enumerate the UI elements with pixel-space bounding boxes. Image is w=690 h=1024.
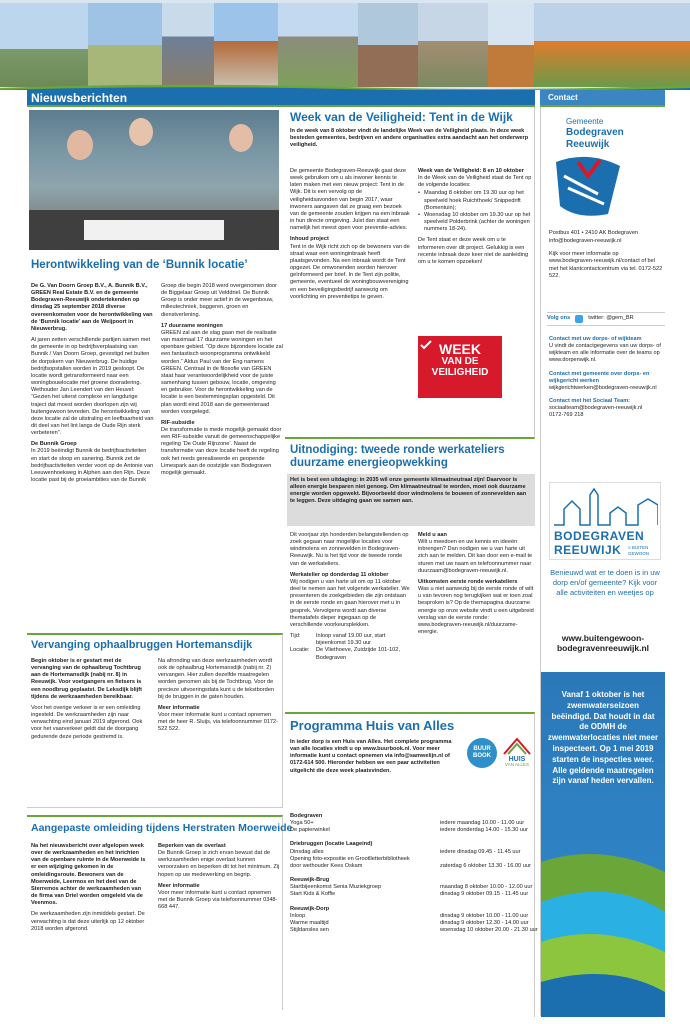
huis-activity-name: door wethouder Kees Oskam [290, 862, 363, 869]
article-bunnik-title: Herontwikkeling van de ‘Bunnik locatie’ [31, 259, 248, 271]
signing-photo [29, 110, 279, 250]
gemeente-logo [548, 110, 663, 225]
header-photo-7 [418, 3, 488, 87]
section-title-contact: Contact [548, 93, 578, 102]
article-energie-p1: Dit voorjaar zijn honderden belangstellenden op zoek gegaan naar mogelijke locaties voor windmolens en zonnevelden in Bodegraven-Reeuwijk. Nu is het tijd voor de tweede ronde van de werkateliers. [290, 532, 409, 567]
article-bunnik-p2: In 2019 beëindigt Bunnik de bedrijfsactiviteiten en start de sloop en sanering. Bunnik zet de bedrijfsactiviteiten verder voort op de Antonie van Leeuwenhoekweg in Alphen aan den Rijn. Deze locatie past bij de groeiambities van de Bunnik [31, 448, 154, 484]
week-logo-line2: VAN DE [441, 356, 479, 367]
buurbook-logo-text: BUUR BOOK [473, 746, 491, 759]
article-energie-col1 [290, 532, 410, 662]
header-photo-2 [88, 3, 162, 87]
gemeente-logo-name2: Reeuwijk [566, 139, 610, 150]
skyline-icon [554, 487, 658, 527]
article-energie-h4: Uitkomsten eerste ronde werkateliers [418, 578, 518, 585]
section-bar-news [27, 90, 535, 106]
article-veiligheid-h2: Inhoud project [290, 236, 329, 243]
contact-p3b: 0172-769 218 [549, 412, 584, 419]
article-energie-p4: Was u niet aanwezig bij de eerste ronde of wilt u van tevoren nog terugkijken wat er toen zoal besproken is? Op de themapagina duurzame energie op onze website vindt u een uitgebreid verslag van de eerste ronde: www.bodegraven-reeuwijk.nl/duurzame-energie. [418, 586, 534, 636]
article-energie-locatie [290, 647, 410, 661]
article-energie-col2 [418, 532, 534, 640]
article-bunnik-p1: Al jaren zetten verschillende partijen samen met de gemeente in op bedrijfsverplaatsing van Bunnik / Van Doorn Groep, gevestigd net buiten de dorpskern van Nieuwerbrug. De huidige bedrijfsopstallen worden in 2019 gesloopt. De locatie wordt getransformeerd naar een woningbouwlocatie met groene dooradering. Wethouder Jan Leendert van den Heuvel: “Gezien het uiterst complexe en langdurige traject dat moest worden doorlopen zijn wij buitengewoon tevreden. De herontwikkeling van deze locatie zal de uitstraling en leefbaarheid van dit deel van het lint langs de Oude Rijn sterk verbeteren”. [31, 337, 154, 437]
article-moerweide-col2 [158, 843, 280, 915]
article-veiligheid-list [418, 190, 534, 233]
article-bruggen-lead: Begin oktober is er gestart met de vervanging van de ophaalbrug Tochtbrug aan de Hortemansdijk (nabij nr. 8) in Reeuwijk. Voor voetgangers en fietsers is een noodbrug geplaatst. De Leksdijk blijft tijdens de werkzaamheden bereikbaar. [31, 658, 142, 700]
huis-activity-name: Startbijeenkomst Senia Muziekgroep [290, 884, 382, 891]
buitengewoon-site[interactable]: www.buitengewoon-bodegravenreeuwijk.nl [556, 633, 650, 654]
article-bunnik [31, 258, 281, 278]
huis-group-spacer [290, 834, 530, 838]
gemeente-logo-top: Gemeente [566, 117, 604, 126]
gemeente-logo-name1: Bodegraven [566, 127, 624, 138]
article-bruggen-p1: Voor het overige verkeer is er een omleiding ingesteld. De werkzaamheden zijn naar verwachting eind januari 2019 afgerond. Ook voor het vaarverkeer geldt dat de doorgang gedurende deze periode gestremd is. [31, 704, 143, 740]
article-veiligheid-col1 [290, 168, 410, 305]
huis-group-spacer [290, 899, 530, 903]
article-veiligheid-p4: De Tent staat er deze week om u te informeren over dit project. Gelukkig is een recente inbraak deze keer niet de aanleiding om u te komen opzoeken! [418, 237, 529, 265]
huis-activity-name: Dinsdag alles [290, 848, 324, 855]
huis-activity-name: Stijldansles sen [290, 927, 329, 934]
twitter-handle[interactable]: twitter: @gem_BR [588, 315, 634, 322]
contact-h1: Contact met uw dorps- of wijkteam [549, 336, 642, 342]
huis-group-title: Bodegraven [290, 813, 323, 819]
huis-group-title: Reeuwijk-Brug [290, 877, 330, 884]
contact-p1: U vindt de contactgegevens van uw dorps- of wijkteam en alle informatie over de teams op www.dorpenwijk.nl. [549, 343, 661, 364]
huis-activity-name: Warme maaltijd [290, 919, 329, 926]
huis-activity-name: Inloop [290, 912, 306, 919]
header-photo-8 [488, 3, 534, 87]
huis-activities [290, 810, 538, 938]
article-huis-title: Programma Huis van Alles [290, 718, 455, 733]
article-energie-locatie-value: De Vliethoeve, Zuidzijde 101-102, Bodegraven [316, 647, 400, 661]
huis-activity-time: dinsdag 9 oktober 09.15 - 11.45 uur [440, 891, 529, 898]
benieuwd-text: Benieuwd wat er te doen is in uw dorp en/of gemeente? Kijk voor alle activiteiten en weetjes op [550, 568, 660, 597]
article-bunnik-col2 [161, 283, 283, 481]
huis-activity-time: dinsdag 9 oktober 12.30 - 14.00 uur [440, 919, 529, 926]
contact-p2[interactable]: wijkgerichtwerken@bodegraven-reeuwijk.nl [549, 384, 657, 391]
article-bunnik-p3: Groep die begin 2018 werd overgenomen door de Biggelaar Groep uit Velddriel. De Bunnik Groep is onder meer actief in de wegenbouw, milieutechniek, baggeren, groen en dienstverlening. [161, 283, 277, 318]
article-moerweide-p1: De werkzaamheden zijn inmiddels gestart. De verwachting is dat deze uiterlijk op 12 oktober 2018 worden afgerond. [31, 911, 145, 932]
buitengewoon-line3: ≡ BUITEN GEWOON [628, 545, 649, 556]
twitter-icon[interactable] [575, 315, 583, 323]
article-bruggen-p3: Voor meer informatie kunt u contact opnemen met de heer R. Sluijs, via telefoonnummer 0172-522 522. [158, 712, 279, 733]
huis-group-title: Reeuwijk-Dorp [290, 905, 330, 912]
article-moerweide-title: Aangepaste omleiding tijdens Herstraten Moerweide [31, 822, 293, 834]
huis-activity-row [290, 820, 530, 827]
huis-group-title: Driebruggen (locatie Laageind) [290, 841, 373, 848]
contact-h2: Contact met gemeente over dorps- en wijkgericht werken [549, 370, 650, 384]
zwem-panel-waves [541, 842, 665, 1017]
article-bruggen-h2: Meer informatie [158, 704, 200, 711]
zwem-text: Vanaf 1 oktober is het zwemwaterseizoen beëindigd. Dat houdt in dat de ODMH de zwemwaterlocaties niet meer inspecteert. Op 1 mei 2019 starten de inspecties weer. Alle geldende maatregelen zijn vanaf heden vervallen. [547, 690, 659, 786]
contact-addr: Postbus 401 • 2410 AK Bodegraven [549, 230, 639, 236]
huis-activity-row [290, 863, 530, 870]
contact-h3: Contact met het Sociaal Team: [549, 398, 631, 405]
contact-address [549, 230, 664, 284]
article-energie-tijd-label: Tijd: [290, 633, 301, 640]
contact-p3[interactable]: sociaalteam@bodegraven-reeuwijk.nl [549, 405, 643, 412]
article-veiligheid-title: Week van de Veiligheid: Tent in de Wijk [290, 110, 513, 124]
article-energie-lead: Het is best een uitdaging: in 2035 wil onze gemeente klimaatneutraal zijn! Daarvoor is alleen energie besparen niet genoeg. Om klimaatneutraal te worden, moet ook duurzame energie worden opgewekt. Bijvoorbeeld door windmolens te bouwen of zonnevelden aan te leggen. Deze uitdaging gaan we samen aan. [290, 477, 527, 505]
article-bruggen-col1 [31, 658, 149, 745]
week-logo-line3: VEILIGHEID [431, 367, 489, 378]
huis-activity-row [290, 920, 530, 927]
article-veiligheid-li1: • Maandag 8 oktober om 19.30 uur op het speelveld hoek Ruichthoek/ Snippedrift (Bomentuin); [418, 190, 534, 211]
week-veiligheid-logo [418, 336, 502, 398]
article-moerweide-col1 [31, 843, 149, 937]
buitengewoon-line2: REEUWIJK [554, 543, 622, 557]
huis-activity-time: iedere donderdag 14.00 - 15.30 uur [440, 827, 529, 834]
huis-activity-row [290, 827, 530, 834]
huis-activity-time: woensdag 10 oktober 20.00 - 21.30 uur [440, 927, 538, 934]
article-huis-lead: In ieder dorp is een Huis van Alles. Het complete programma van alle locaties vindt u op www.buurbook.nl. Voor meer informatie kunt u contact opnemen via info@samwelijn.nl of 0172-614 500. Hieronder hebben we een paar activiteiten uitgelicht die deze week plaatsvinden. [290, 739, 452, 774]
huis-activity-time: iedere maandag 10.00 - 11.00 uur [440, 820, 525, 827]
article-moerweide-p2: De Bunnik Groep is zich ervan bewust dat de werkzaamheden enige overlast kunnen veroorzaken en beperken dit tot het minimum. Zij hopen op uw medewerking en begrip. [158, 850, 280, 878]
header-photo-4 [214, 3, 278, 87]
buurbook-logo [467, 738, 497, 768]
vanalles-logo-text: VAN ALLES [505, 762, 529, 767]
contact-kijk: Kijk voor meer informatie op www.bodegraven-reeuwijk.nl/contact of bel met het klantcontactcentrum via tel. 0172-522 522. [549, 251, 663, 279]
article-veiligheid-p3: In de Week van de Veiligheid staat de Tent op de volgende locaties: [418, 175, 532, 189]
article-veiligheid-h3: Week van de Veiligheid: 8 en 10 oktober [418, 168, 524, 174]
huis-group-spacer [290, 934, 530, 938]
article-energie-tijd [290, 633, 410, 647]
huis-activity-time: iedere dinsdag 09.45 - 11.45 uur [440, 848, 521, 855]
article-bunnik-lead: De G. Van Doorn Groep B.V., A. Bunnik B.V., GREEN Real Estate B.V. en de gemeente Bodegraven-Reeuwijk ondertekenden op dinsdag 25 september 2018 diverse overeenkomsten voor de herontwikkeling van de ‘Bunnik locatie’ aan de Weijpoort in Nieuwerbrug. [31, 283, 153, 332]
article-bunnik-h4: RIF-subsidie [161, 419, 195, 426]
huis-activity-time: maandag 8 oktober 10.00 - 12.00 uur [440, 884, 533, 891]
huis-activity-name: Opening foto-expositie en Grootlletterbibliotheek [290, 855, 410, 862]
contact-teams [549, 336, 664, 424]
article-bunnik-col1 [31, 283, 154, 488]
huis-activity-row [290, 856, 530, 863]
huis-van-alles-logo [502, 736, 532, 770]
house-icon [502, 736, 532, 756]
article-moerweide-h3: Meer informatie [158, 882, 200, 889]
gemeente-logo-mark [548, 154, 628, 220]
article-veiligheid-p2: Tent in de Wijk richt zich op de bewoners van de straat waar een woninginbraak heeft plaatsgevonden. Na een inbraak wordt de Tent opgezet. De omwonenden worden hierover geïnformeerd per brief. In de Tent zijn politie, gemeente, eventueel de woningbouwvereniging en een beveiligingsbedrijf aanwezig om voorlichting en preventietips te geven. [290, 243, 410, 300]
header-wave [0, 82, 690, 90]
article-veiligheid-lead: In de week van 8 oktober vindt de landelijke Week van de Veiligheid plaats. In deze week besteden gemeentes, bedrijven en andere organisaties extra aandacht aan het onderwerp veiligheid. [290, 128, 529, 149]
huis-activity-row [290, 913, 530, 920]
buitengewoon-logo [549, 482, 661, 560]
article-moerweide-h2: Beperken van de overlast [158, 843, 226, 849]
header-photo-strip [0, 0, 690, 90]
header-photo-1 [0, 3, 88, 87]
article-moerweide-lead: Na het nieuwsbericht over afgelopen week over de werkzaamheden en het inrichten van de openbare ruimte in de Moerweide is er een wijziging gekomen in de omleidingsroute. Bewoners van de Moerweide, Leermos en het deel van de Sterremos achter de werkzaamheden van de firma van Driel worden omgeleid via de Veenmos. [31, 843, 146, 907]
article-bruggen-title: Vervanging ophaalbruggen Hortemansdijk [31, 639, 253, 651]
article-energie-p2: Wij nodigen u van harte uit om op 11 oktober deel te nemen aan het volgende werkatelier. We presenteren de zoekgebieden die zijn ontstaan in de eerste ronde en gaan hierover met u in gesprek. Vervolgens wordt aan diverse thematafels dieper ingegaan op de verschillende voorkeursplekken. [290, 578, 410, 628]
week-logo-line1: WEEK [439, 341, 481, 357]
article-veiligheid-li2: • Woensdag 10 oktober om 19.30 uur op het speelveld Polderbrink (achter de woningen nummers 18-24). [418, 212, 534, 233]
huis-activity-row [290, 884, 533, 891]
zwem-panel [541, 672, 665, 1017]
huis-activity-name: Yoga 50+ [290, 820, 314, 827]
huis-activity-row [290, 927, 538, 934]
article-energie-p3: Wilt u meedoen en uw kennis en ideeën inbrengen? Dan nodigen we u van harte uit zich aan te melden. Dit kan door een e-mail te sturen met uw naam en telefoonnummer naar duurzaam@bodegraven-reeuwijk.nl. [418, 539, 533, 574]
huis-activity-row [290, 891, 530, 898]
article-bunnik-p5: De transformatie is mede mogelijk gemaakt door een RIF-subsidie vanuit de gemeenschappelijke regeling ‘De Oude Rijnzone’. Naast de transformatie van deze locatie heeft de regeling ook het reeds gerealiseerde en geopende Limespark aan de oostzijde van Bodegraven mogelijk gemaakt. [161, 426, 282, 476]
huis-group-spacer [290, 870, 530, 874]
huis-logo-text: HUIS [508, 756, 526, 763]
article-bunnik-p4: GREEN zal aan de slag gaan met de realisatie van maximaal 17 duurzame woningen en het openbare gebied. “Op deze bijzondere locatie zal een fantastisch woonprogramma ontwikkeld worden.” Aldus Paul van der Eng namens GREEN. Centraal in de filosofie van GREEN staat haar verantwoordelijkheid voor de juiste samenhang tussen gebouw, locatie, omgeving en gebruiker. Voor de herontwikkeling van de locatie is een bestemmingsplan opgesteld. Dit plan wordt eind 2018 aan de gemeenteraad worden voorgelegd. [161, 329, 283, 415]
article-energie-title: Uitnodiging: tweede ronde werkateliers duurzame energieopwekking [290, 444, 505, 470]
article-energie-locatie-label: Locatie: [290, 647, 310, 654]
header-photo-3 [162, 3, 214, 87]
header-photo-9 [534, 3, 690, 87]
section-title-news: Nieuwsberichten [31, 91, 128, 105]
article-energie-h3: Meld u aan [418, 532, 447, 538]
header-photo-6 [358, 3, 418, 87]
section-bar-contact [540, 90, 665, 106]
article-moerweide-p3: Voor meer informatie kunt u contact opnemen met de Bunnik Groep via telefoonnummer 0348-668 447. [158, 889, 278, 911]
article-energie-h2: Werkatelier op donderdag 11 oktober [290, 571, 389, 578]
article-energie-tijd-value: Inloop vanaf 19.00 uur, start bijeenkomst 19.30 uur [316, 633, 386, 647]
article-bunnik-h3: 17 duurzame woningen [161, 322, 223, 329]
article-veiligheid-col2 [418, 168, 534, 270]
huis-activity-time: dinsdag 9 oktober 10.00 - 11.00 uur [440, 912, 529, 919]
article-veiligheid-p1: De gemeente Bodegraven-Reeuwijk gaat deze week gebruiken om u als inwoner kennis te laten maken met een nieuw project: Tent in de Wijk. Dit is een vervolg op de veiligheidsavonden van begin 2017, waar inwoners aangaven dat ze graag een bezoek van de gemeente zouden krijgen na een inbraak in hun directe omgeving. Juist dan staat een namelijk het meest open voor preventie-advies. [290, 168, 410, 232]
buitengewoon-line1: BODEGRAVEN [554, 529, 645, 543]
article-bunnik-h2: De Bunnik Groep [31, 441, 77, 448]
huis-activity-row [290, 849, 530, 856]
contact-mail[interactable]: info@bodegraven-reeuwijk.nl [549, 238, 622, 245]
article-bruggen-col2 [158, 658, 280, 738]
huis-activity-name: Start Kids & Koffie [290, 891, 336, 898]
article-bruggen-p2: Na afronding van deze werkzaamheden wordt ook de ophaalbrug Hortemansdijk (nabij nr. 2) vervangen. Hier zullen dezelfde maatregelen worden genomen als bij de Tochtbrug. Voor de precieze uitvoeringsdata kunt u de tekstborden bij de bruggen in de gaten houden. [158, 658, 274, 700]
header-photo-5 [278, 3, 358, 87]
huis-activity-name: De papierwinkel [290, 827, 330, 834]
huis-activity-time: zaterdag 6 oktober 13.30 - 16.00 uur [440, 862, 531, 869]
follow-us-label: Volg ons [547, 315, 571, 322]
follow-us [547, 312, 665, 326]
week-logo-check-icon [420, 340, 432, 350]
